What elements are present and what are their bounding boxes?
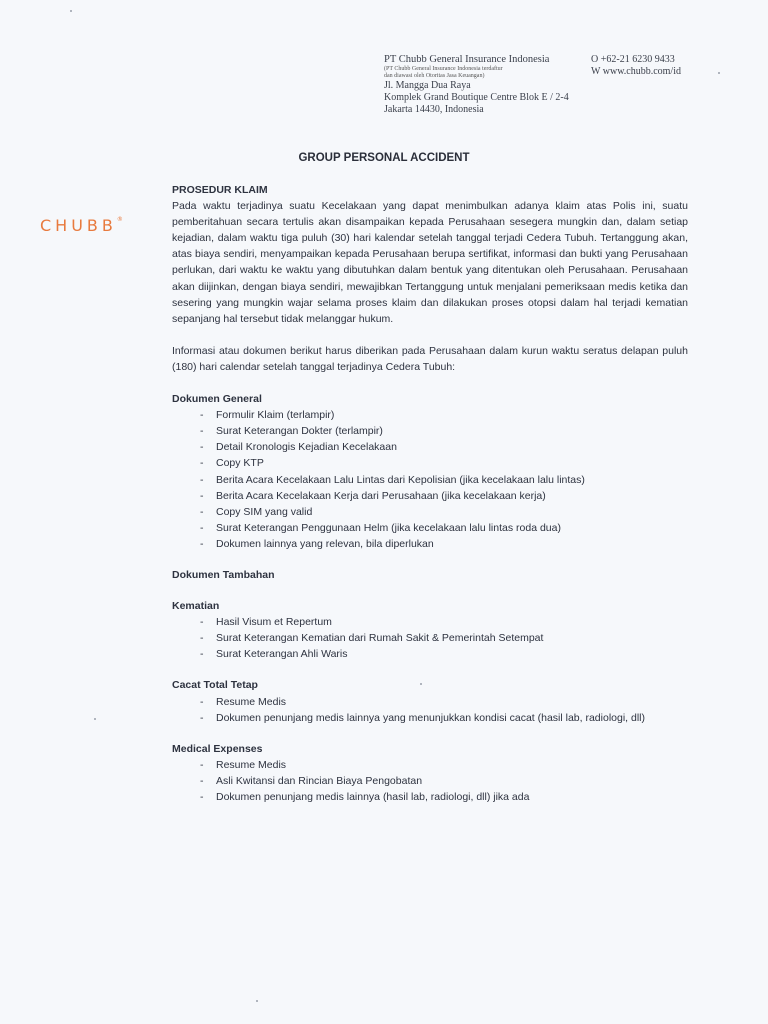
registration-line-1: (PT Chubb General Insurance Indonesia terdaftur xyxy=(384,66,503,72)
required-documents-paragraph: Informasi atau dokumen berikut harus diberikan pada Perusahaan dalam kurun waktu seratus delapan puluh (180) hari calendar setelah tanggal terjadinya Cedera Tubuh: xyxy=(172,344,688,373)
list-item: - Surat Keterangan Kematian dari Rumah Sakit & Pemerintah Setempat xyxy=(172,630,688,646)
list-item: - Resume Medis xyxy=(172,757,688,773)
logo-text: CHUBB xyxy=(40,216,117,235)
letterhead xyxy=(384,54,569,116)
heading-dokumen-general: Dokumen General xyxy=(172,393,262,406)
list-item: - Hasil Visum et Repertum xyxy=(172,614,688,630)
list-item: - Resume Medis xyxy=(172,694,688,710)
phone-number: O +62-21 6230 9433 xyxy=(591,54,675,65)
heading-cacat-total-tetap: Cacat Total Tetap xyxy=(172,679,258,692)
section-heading-prosedur-klaim: PROSEDUR KLAIM xyxy=(172,184,268,196)
list-item: - Surat Keterangan Dokter (terlampir) xyxy=(172,423,688,439)
address-line-1: Jl. Mangga Dua Raya xyxy=(384,80,471,91)
list-item: - Detail Kronologis Kejadian Kecelakaan xyxy=(172,439,688,455)
scan-speck xyxy=(718,72,720,74)
company-name: PT Chubb General Insurance Indonesia xyxy=(384,54,550,65)
scan-speck xyxy=(70,10,72,12)
scan-speck xyxy=(420,683,422,685)
list-item: - Berita Acara Kecelakaan Lalu Lintas dari Kepolisian (jika kecelakaan lalu lintas) xyxy=(172,472,688,488)
list-item: - Asli Kwitansi dan Rincian Biaya Pengobatan xyxy=(172,773,688,789)
list-item: - Surat Keterangan Ahli Waris xyxy=(172,646,688,662)
contact-block xyxy=(591,54,681,78)
list-item: - Surat Keterangan Penggunaan Helm (jika kecelakaan lalu lintas roda dua) xyxy=(172,520,688,536)
heading-kematian: Kematian xyxy=(172,600,220,613)
document-title: GROUP PERSONAL ACCIDENT xyxy=(298,152,470,164)
address-line-2: Komplek Grand Boutique Centre Blok E / 2-4 xyxy=(384,92,569,103)
chubb-logo xyxy=(40,216,123,235)
list-medical-expenses xyxy=(172,757,688,805)
scan-speck xyxy=(94,718,96,720)
registration-line-2: dan diawasi oleh Otoritas Jasa Keuangan) xyxy=(384,73,485,79)
address-line-3: Jakarta 14430, Indonesia xyxy=(384,104,484,115)
heading-medical-expenses: Medical Expenses xyxy=(172,742,263,755)
list-item: - Copy SIM yang valid xyxy=(172,504,688,520)
document-body xyxy=(172,182,688,805)
list-item: - Dokumen penunjang medis lainnya (hasil lab, radiologi, dll) jika ada xyxy=(172,789,688,805)
website: W www.chubb.com/id xyxy=(591,66,681,77)
list-item: - Formulir Klaim (terlampir) xyxy=(172,407,688,423)
claim-procedure-paragraph: Pada waktu terjadinya suatu Kecelakaan yang dapat menimbulkan adanya klaim atas Polis ini, suatu pemberitahuan secara tertulis akan disampaikan kepada Perusahaan sesegera mungkin dan, dalam setiap kejadian, dalam waktu tiga puluh (30) hari kalendar setelah tanggal terjadi Cedera Tubuh. Tertanggung akan, atas biaya sendiri, menyampaikan kepada Perusahaan berupa sertifikat, informasi dan bukti yang Perusahaan perlukan, dari waktu ke waktu yang dibutuhkan dalam bentuk yang ditentukan oleh Perusahaan. Perusahaan akan diijinkan, dengan biaya sendiri, mewajibkan Tertanggung untuk menjalani pemeriksaan medis ketika dan sesering yang mungkin wajar selama proses klaim dan dilakukan proses otopsi dalam hal terjadi kematian sepanjang hal tersebut tidak melanggar hukum. xyxy=(172,200,688,325)
list-item: - Copy KTP xyxy=(172,455,688,471)
heading-dokumen-tambahan: Dokumen Tambahan xyxy=(172,568,275,581)
list-dokumen-general xyxy=(172,407,688,552)
scan-speck xyxy=(256,1000,258,1002)
registered-mark: ® xyxy=(116,216,123,223)
list-cacat-total-tetap xyxy=(172,694,688,726)
list-item: - Berita Acara Kecelakaan Kerja dari Perusahaan (jika kecelakaan kerja) xyxy=(172,488,688,504)
list-item: - Dokumen penunjang medis lainnya yang menunjukkan kondisi cacat (hasil lab, radiologi, dll) xyxy=(172,710,688,726)
list-kematian xyxy=(172,614,688,662)
list-item: - Dokumen lainnya yang relevan, bila diperlukan xyxy=(172,536,688,552)
